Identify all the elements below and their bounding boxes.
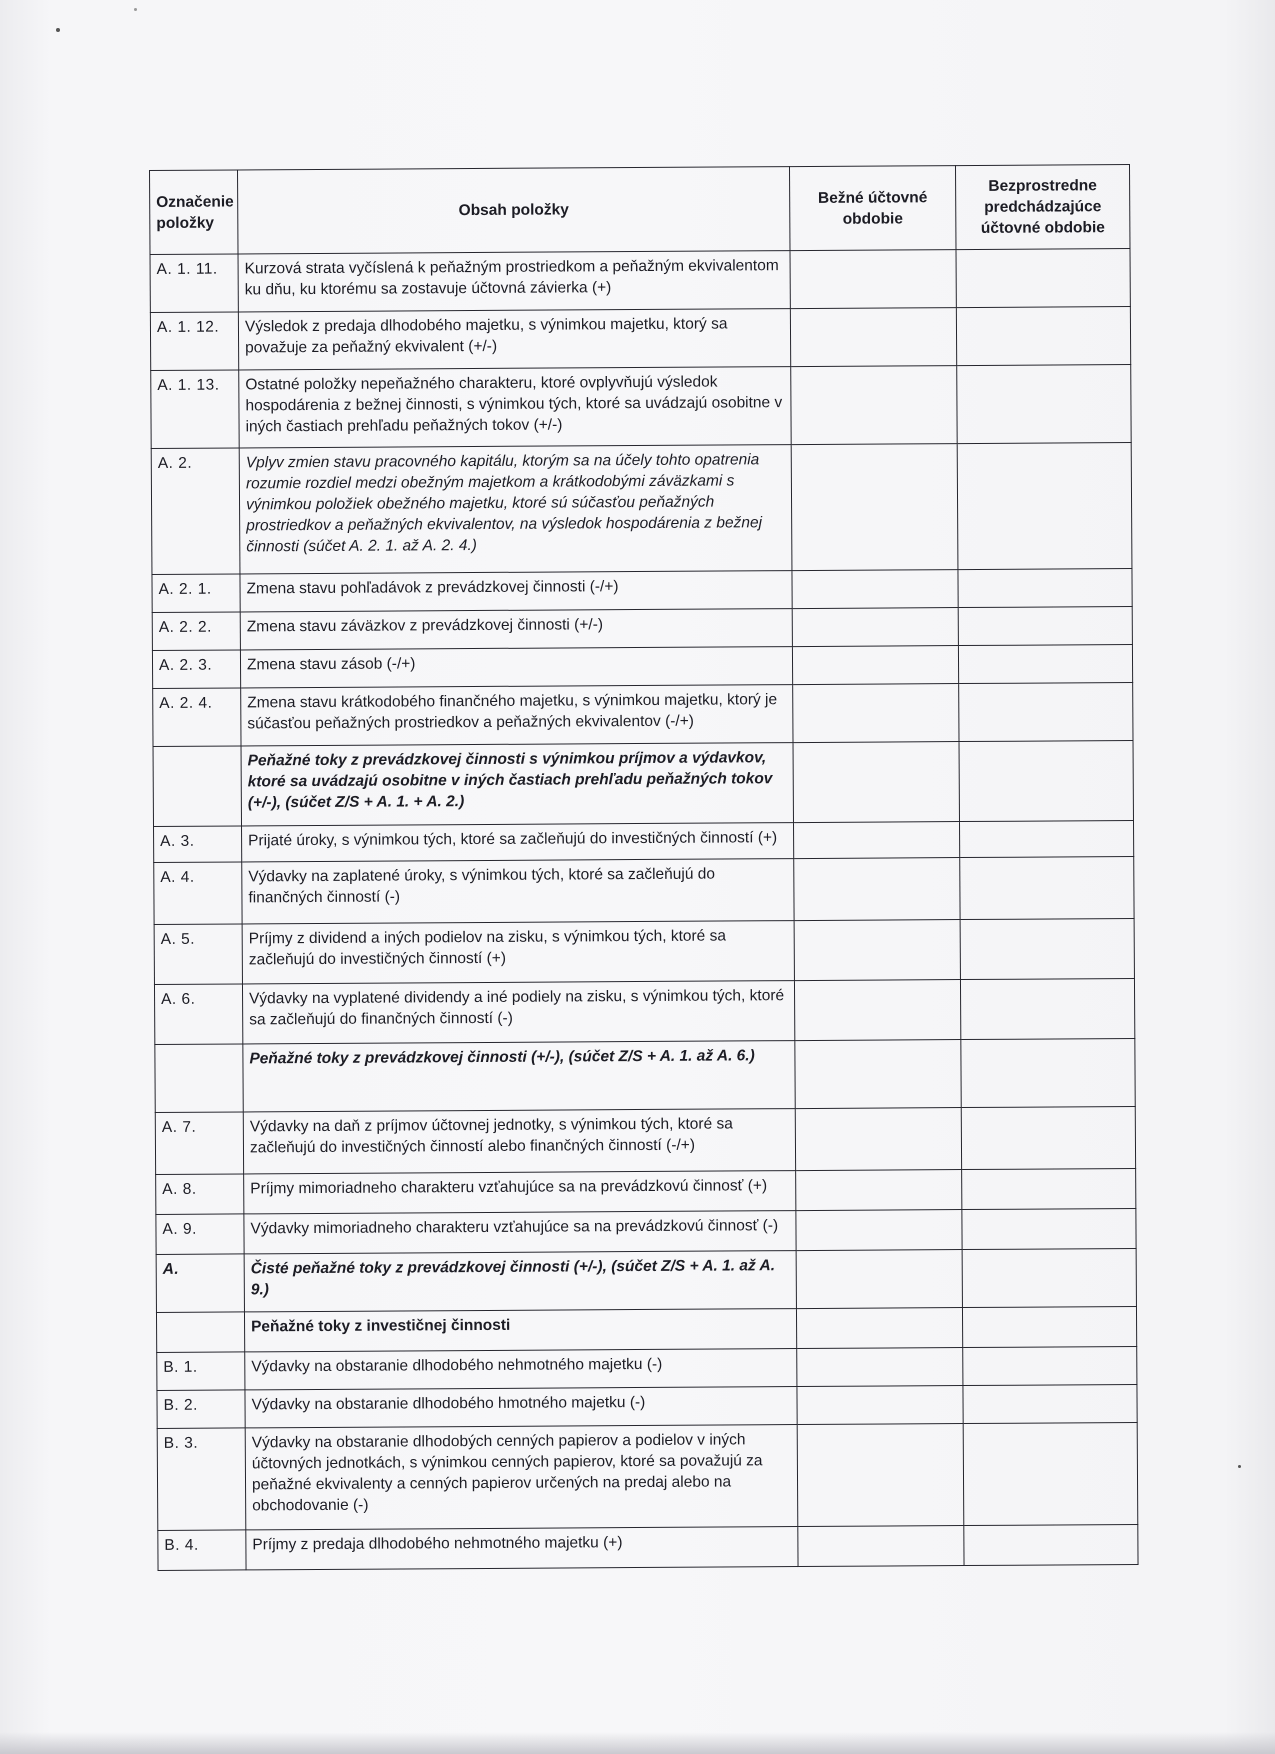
row-current-value bbox=[790, 250, 956, 309]
header-code: Označenie položky bbox=[150, 170, 239, 255]
row-current-value bbox=[791, 444, 958, 571]
row-previous-value bbox=[958, 607, 1132, 646]
row-current-value bbox=[792, 646, 958, 685]
scan-edge-shadow bbox=[0, 1732, 1275, 1754]
row-previous-value bbox=[962, 1248, 1136, 1307]
row-current-value bbox=[795, 1040, 961, 1109]
row-previous-value bbox=[957, 365, 1131, 444]
row-previous-value bbox=[961, 1106, 1135, 1169]
table-row bbox=[152, 569, 1132, 613]
row-code: B. 2. bbox=[157, 1390, 245, 1429]
table-row bbox=[151, 443, 1132, 575]
header-previous-period: Bezprostredne predchádzajúce účtovné obdobie bbox=[955, 165, 1130, 250]
table-row bbox=[150, 307, 1130, 371]
row-previous-value bbox=[960, 856, 1134, 919]
row-code: A. 8. bbox=[156, 1174, 244, 1215]
row-code: A. 9. bbox=[156, 1214, 244, 1255]
scan-speck bbox=[1238, 1465, 1241, 1468]
row-current-value bbox=[793, 822, 959, 859]
row-current-value bbox=[798, 1526, 964, 1567]
row-content: Príjmy z predaja dlhodobého nehmotného majetku (+) bbox=[246, 1527, 798, 1570]
row-current-value bbox=[794, 980, 960, 1041]
row-code: A. bbox=[156, 1254, 244, 1313]
row-previous-value bbox=[962, 1306, 1136, 1347]
row-previous-value bbox=[959, 820, 1133, 857]
row-current-value bbox=[792, 570, 958, 609]
row-content: Výdavky na zaplatené úroky, s výnimkou tých, ktoré sa začleňujú do finančných činností (-) bbox=[242, 859, 794, 924]
row-code: A. 2. 2. bbox=[152, 612, 240, 651]
row-code: A. 1. 13. bbox=[151, 370, 239, 449]
table-row bbox=[157, 1422, 1138, 1530]
table-row bbox=[152, 645, 1132, 689]
row-code: B. 4. bbox=[158, 1530, 246, 1571]
row-content: Vplyv zmien stavu pracovného kapitálu, ktorým sa na účely tohto opatrenia rozumie rozdiel medzi obežným majetkom a krátkodobými záväzkami s výnimkou položiek obežného majetku, ktoré sú súčasťou peňažných prostriedkov a peňažných ekvivalentov, na výsledok hospodárenia z bežnej činnosti (súčet A. 2. 1. až A. 2. 4.) bbox=[239, 445, 792, 574]
row-previous-value bbox=[958, 569, 1132, 608]
row-code: A. 6. bbox=[154, 984, 242, 1045]
row-code: B. 1. bbox=[157, 1352, 245, 1391]
table-row bbox=[154, 820, 1134, 862]
row-previous-value bbox=[961, 1038, 1135, 1107]
row-code: A. 1. 12. bbox=[150, 312, 238, 371]
row-previous-value bbox=[963, 1384, 1137, 1423]
row-current-value bbox=[793, 684, 959, 743]
row-code: A. 7. bbox=[155, 1112, 243, 1175]
row-current-value bbox=[797, 1386, 963, 1425]
table-row bbox=[156, 1168, 1136, 1214]
scan-speck bbox=[134, 8, 137, 11]
table-row bbox=[155, 1106, 1135, 1174]
row-previous-value bbox=[960, 978, 1134, 1039]
section-heading: Peňažné toky z investičnej činnosti bbox=[244, 1309, 796, 1352]
row-content: Ostatné položky nepeňažného charakteru, ktoré ovplyvňujú výsledok hospodárenia z bežnej činnosti, s výnimkou tých, ktoré sa uvádzajú osobitne v iných častiach prehľadu peňažných tokov (+/-) bbox=[239, 367, 791, 448]
table-row bbox=[151, 365, 1131, 449]
table-row bbox=[157, 1346, 1137, 1390]
row-previous-value bbox=[964, 1524, 1138, 1565]
row-code: A. 2. bbox=[151, 448, 240, 575]
row-code bbox=[153, 746, 241, 827]
table-row bbox=[154, 918, 1134, 984]
table-row bbox=[150, 249, 1130, 313]
row-current-value bbox=[791, 366, 957, 445]
row-content: Výdavky mimoriadneho charakteru vzťahujúce sa na prevádzkovú činnosť (-) bbox=[244, 1211, 796, 1254]
row-current-value bbox=[796, 1250, 962, 1309]
row-current-value bbox=[797, 1348, 963, 1387]
row-code bbox=[156, 1312, 244, 1353]
row-current-value bbox=[796, 1210, 962, 1251]
row-code: A. 4. bbox=[154, 862, 242, 925]
row-content: Zmena stavu záväzkov z prevádzkovej činnosti (+/-) bbox=[240, 609, 792, 650]
row-code: A. 3. bbox=[154, 826, 242, 863]
row-current-value bbox=[794, 858, 960, 921]
row-previous-value bbox=[957, 443, 1132, 570]
row-previous-value bbox=[962, 1168, 1136, 1209]
row-code: A. 2. 3. bbox=[152, 650, 240, 689]
row-content: Peňažné toky z prevádzkovej činnosti (+/-), (súčet Z/S + A. 1. až A. 6.) bbox=[243, 1041, 795, 1112]
row-code: A. 1. 11. bbox=[150, 254, 238, 313]
subtotal-row bbox=[155, 1038, 1135, 1112]
row-content: Kurzová strata vyčíslená k peňažným prostriedkom a peňažným ekvivalentom ku dňu, ku ktorému sa zostavuje účtovná závierka (+) bbox=[238, 251, 790, 312]
row-previous-value bbox=[958, 645, 1132, 684]
row-previous-value bbox=[959, 683, 1133, 742]
row-code: B. 3. bbox=[157, 1428, 246, 1531]
section-heading-row bbox=[156, 1306, 1136, 1352]
row-content: Zmena stavu zásob (-/+) bbox=[240, 647, 792, 688]
row-previous-value bbox=[956, 307, 1130, 366]
row-content: Výdavky na obstaranie dlhodobého nehmotného majetku (-) bbox=[245, 1349, 797, 1390]
row-previous-value bbox=[962, 1208, 1136, 1249]
header-content: Obsah položky bbox=[238, 167, 791, 254]
row-previous-value bbox=[963, 1422, 1138, 1525]
row-content: Čisté peňažné toky z prevádzkovej činnosti (+/-), (súčet Z/S + A. 1. až A. 9.) bbox=[244, 1251, 796, 1312]
row-content: Peňažné toky z prevádzkovej činnosti s výnimkou príjmov a výdavkov, ktoré sa uvádzajú osobitne v iných častiach prehľadu peňažných tokov (+/-), (súčet Z/S + A. 1. + A. 2.) bbox=[241, 743, 793, 826]
row-content: Zmena stavu krátkodobého finančného majetku, s výnimkou majetku, ktorý je súčasťou peňažných prostriedkov a peňažných ekvivalentov (-/+) bbox=[241, 685, 793, 746]
row-content: Výdavky na vyplatené dividendy a iné podiely na zisku, s výnimkou tých, ktoré sa začleňujú do finančných činností (-) bbox=[242, 981, 794, 1044]
row-current-value bbox=[794, 920, 960, 981]
row-code: A. 5. bbox=[154, 924, 242, 985]
table-row bbox=[153, 683, 1133, 747]
row-content: Zmena stavu pohľadávok z prevádzkovej činnosti (-/+) bbox=[240, 571, 792, 612]
row-current-value bbox=[797, 1424, 964, 1527]
row-content: Výdavky na obstaranie dlhodobého hmotného majetku (-) bbox=[245, 1387, 797, 1428]
row-current-value bbox=[795, 1108, 961, 1171]
row-code bbox=[155, 1044, 243, 1113]
table-row bbox=[152, 607, 1132, 651]
row-content: Výdavky na daň z príjmov účtovnej jednotky, s výnimkou tých, ktoré sa začleňujú do investičných činností alebo finančných činností (-/+) bbox=[243, 1109, 795, 1174]
row-previous-value bbox=[963, 1346, 1137, 1385]
row-current-value bbox=[796, 1308, 962, 1349]
row-content: Výsledok z predaja dlhodobého majetku, s výnimkou majetku, ktorý sa považuje za peňažný ekvivalent (+/-) bbox=[238, 309, 790, 370]
table-row bbox=[154, 856, 1134, 924]
table-row bbox=[154, 978, 1134, 1044]
row-previous-value bbox=[956, 249, 1130, 308]
row-previous-value bbox=[959, 740, 1133, 821]
table-row bbox=[158, 1524, 1138, 1570]
header-current-period: Bežné účtovné obdobie bbox=[789, 166, 956, 251]
total-row bbox=[156, 1248, 1136, 1312]
scan-speck bbox=[56, 28, 60, 32]
row-content: Výdavky na obstaranie dlhodobých cenných papierov a podielov v iných účtovných jednotkách, s výnimkou cenných papierov, ktoré sa považujú za peňažné ekvivalenty a cenných papierov určených na predaj alebo na obchodovanie (-) bbox=[245, 1425, 798, 1530]
row-current-value bbox=[792, 608, 958, 647]
row-content: Prijaté úroky, s výnimkou tých, ktoré sa začleňujú do investičných činností (+) bbox=[242, 823, 794, 862]
table-row bbox=[157, 1384, 1137, 1428]
row-content: Príjmy z dividend a iných podielov na zisku, s výnimkou tých, ktoré sa začleňujú do investičných činností (+) bbox=[242, 921, 794, 984]
row-previous-value bbox=[960, 918, 1134, 979]
row-current-value bbox=[790, 308, 956, 367]
cash-flow-table bbox=[149, 164, 1139, 1571]
row-code: A. 2. 1. bbox=[152, 574, 240, 613]
row-current-value bbox=[793, 742, 959, 823]
subtotal-row bbox=[153, 740, 1133, 826]
table-header-row bbox=[150, 165, 1130, 255]
row-content: Príjmy mimoriadneho charakteru vzťahujúce sa na prevádzkovú činnosť (+) bbox=[244, 1171, 796, 1214]
row-code: A. 2. 4. bbox=[153, 688, 241, 747]
row-current-value bbox=[796, 1170, 962, 1211]
table-row bbox=[156, 1208, 1136, 1254]
